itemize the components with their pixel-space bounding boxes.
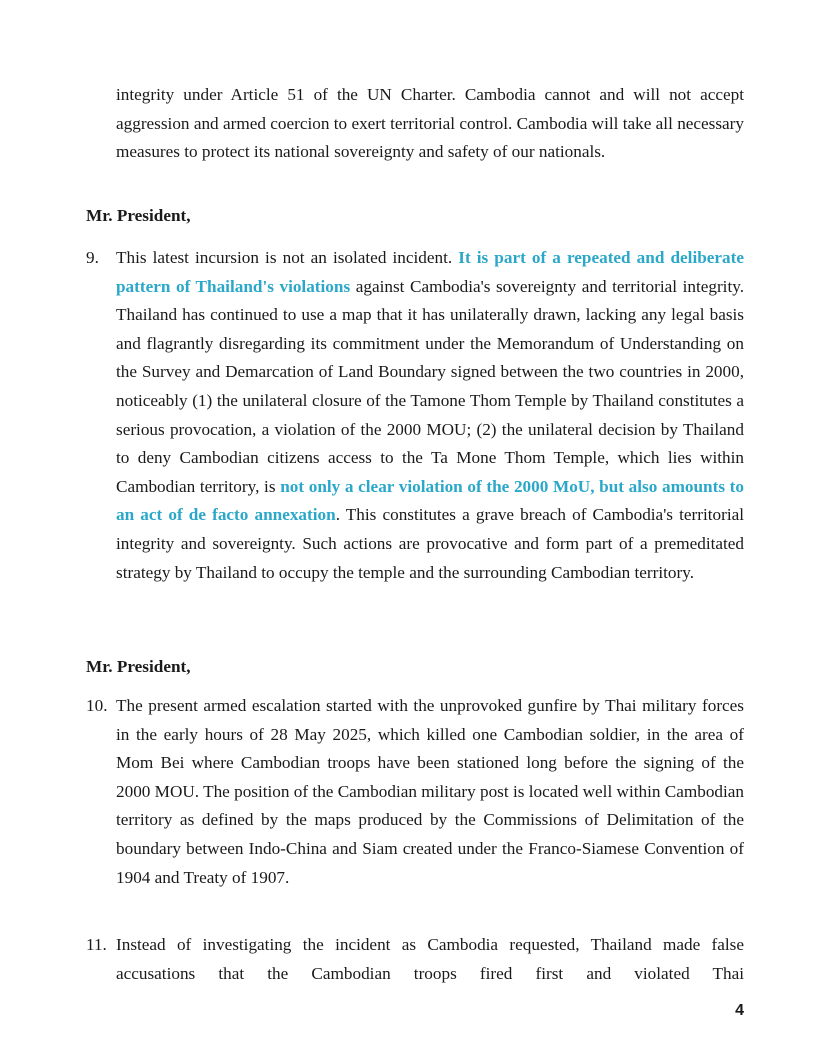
paragraph-9 <box>116 244 744 587</box>
paragraph-text: The present armed escalation started with the unprovoked gunfire by Thai military forces in the early hours of 28 May 2025, which killed one Cambodian soldier, in the area of Mom Bei where Cambodian troops have been stationed long before the signing of the 2000 MOU. The position of the Cambodian military post is located well within Cambodian territory as defined by the maps produced by the Commissions of Delimitation of the boundary between Indo-China and Siam created under the Franco-Siamese Convention of 1904 and Treaty of 1907. <box>116 696 744 887</box>
page-number: 4 <box>735 1002 744 1019</box>
highlighted-text: not only a clear violation of the 2000 MoU, but also amounts to an act of de facto annexation <box>116 476 744 525</box>
salutation-heading: Mr. President, <box>86 206 191 225</box>
paragraph-11 <box>116 931 744 988</box>
paragraph-number: 11. <box>86 935 107 954</box>
paragraph-text: This latest incursion is not an isolated incident. <box>116 248 459 267</box>
paragraph-text: against Cambodia's sovereignty and territorial integrity. Thailand has continued to use a map that it has unilaterally drawn, lacking any legal basis and flagrantly disregarding its commitment under the Memorandum of Understanding on the Survey and Demarcation of Land Boundary signed between the two countries in 2000, noticeably (1) the unilateral closure of the Tamone Thom Temple by Thailand constitutes a serious provocation, a violation of the 2000 MOU; (2) the unilateral decision by Thailand to deny Cambodian citizens access to the Ta Mone Thom Temple, which lies within Cambodian territory, is <box>116 276 745 496</box>
salutation-heading: Mr. President, <box>86 657 191 676</box>
paragraph-10 <box>116 692 744 892</box>
paragraph-text: Instead of investigating the incident as Cambodia requested, Thailand made false accusations that the Cambodian troops fired first and violated Thai <box>116 935 744 983</box>
continuation-paragraph: integrity under Article 51 of the UN Charter. Cambodia cannot and will not accept aggression and armed coercion to exert territorial control. Cambodia will take all necessary measures to protect its national sovereignty and safety of our nationals. <box>116 85 744 162</box>
paragraph-number: 10. <box>86 696 108 715</box>
paragraph-number: 9. <box>86 248 99 267</box>
paragraph-text: . This constitutes a grave breach of Cambodia's territorial integrity and sovereignty. Such actions are provocative and form part of a premeditated strategy by Thailand to occupy the temple and the surrounding Cambodian territory. <box>116 505 744 582</box>
highlighted-text: It is part of a repeated and deliberate pattern of Thailand's violations <box>116 248 744 296</box>
